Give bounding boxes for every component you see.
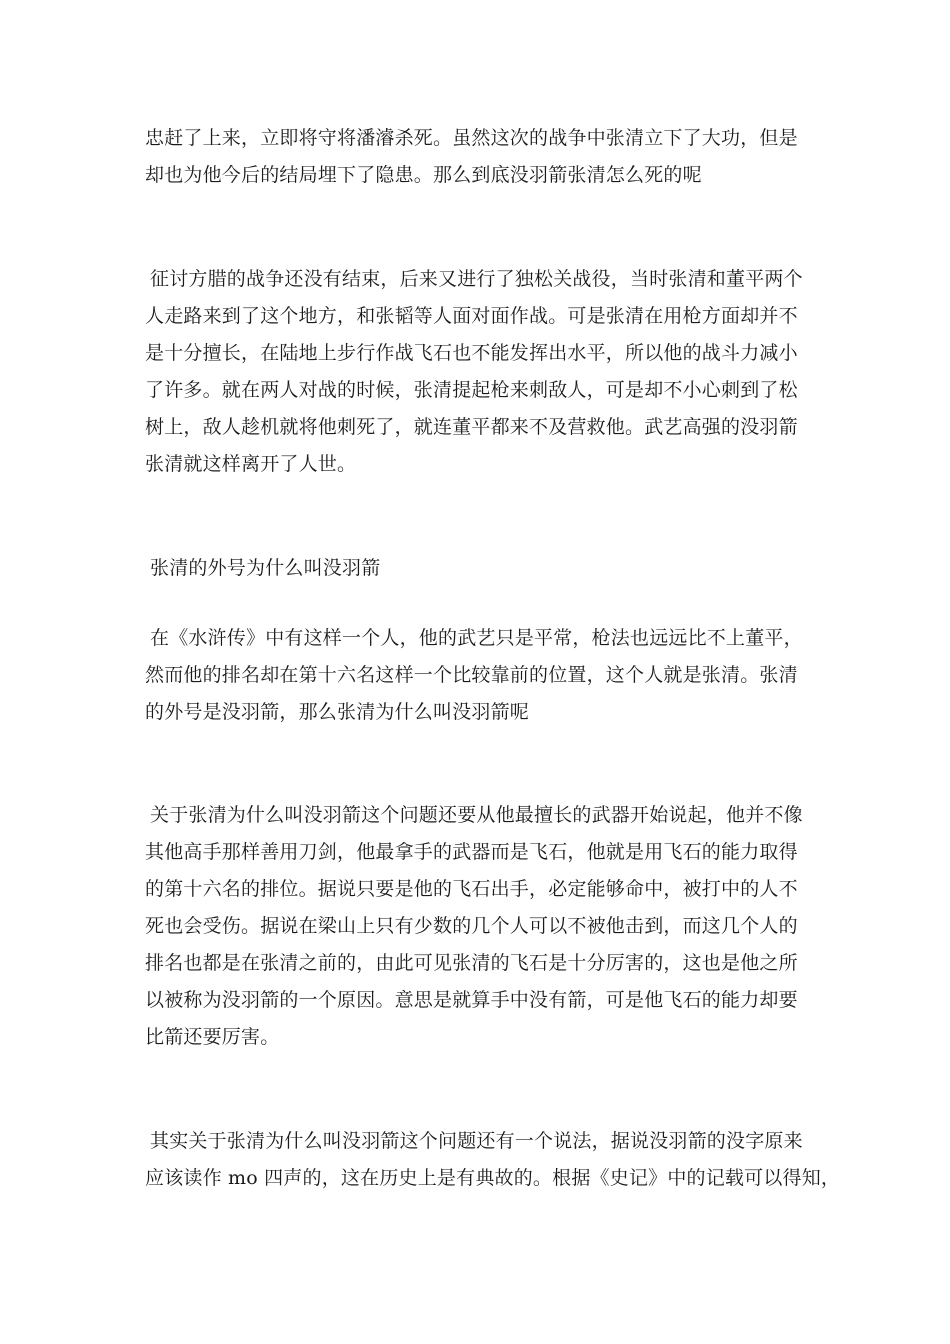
text-line: 征讨方腊的战争还没有结束，后来又进行了独松关战役，当时张清和董平两个: [150, 268, 803, 290]
text-line: 却也为他今后的结局埋下了隐患。那么到底没羽箭张清怎么死的呢: [145, 164, 702, 186]
text-line: 是十分擅长，在陆地上步行作战飞石也不能发挥出水平，所以他的战斗力减小: [145, 342, 798, 364]
text-line: 以被称为没羽箭的一个原因。意思是就算手中没有箭，可是他飞石的能力却要: [145, 989, 798, 1011]
text-line: 忠赶了上来，立即将守将潘濬杀死。虽然这次的战争中张清立下了大功，但是: [145, 127, 798, 149]
text-line: 其实关于张清为什么叫没羽箭这个问题还有一个说法，据说没羽箭的没字原来: [150, 1130, 803, 1152]
text-line: 的外号是没羽箭，那么张清为什么叫没羽箭呢: [145, 701, 530, 723]
section-heading: 张清的外号为什么叫没羽箭: [150, 557, 381, 579]
text-line: 树上，敌人趁机就将他刺死了，就连董平都来不及营救他。武艺高强的没羽箭: [145, 416, 798, 438]
text-line: 在《水浒传》中有这样一个人，他的武艺只是平常，枪法也远远比不上董平，: [150, 627, 803, 649]
text-line: 了许多。就在两人对战的时候，张清提起枪来刺敌人，可是却不小心刺到了松: [145, 379, 798, 401]
text-line: 比箭还要厉害。: [145, 1026, 280, 1048]
text-line: 死也会受伤。据说在梁山上只有少数的几个人可以不被他击到，而这几个人的: [145, 915, 798, 937]
text-line: 应该读作 mo 四声的，这在历史上是有典故的。根据《史记》中的记载可以得知，: [145, 1167, 841, 1189]
text-line: 关于张清为什么叫没羽箭这个问题还要从他最擅长的武器开始说起，他并不像: [150, 804, 803, 826]
text-line: 张清就这样离开了人世。: [145, 453, 357, 475]
text-line: 然而他的排名却在第十六名这样一个比较靠前的位置，这个人就是张清。张清: [145, 664, 798, 686]
text-line: 其他高手那样善用刀剑，他最拿手的武器而是飞石，他就是用飞石的能力取得: [145, 841, 798, 863]
text-line: 的第十六名的排位。据说只要是他的飞石出手，必定能够命中，被打中的人不: [145, 878, 798, 900]
text-line: 排名也都是在张清之前的，由此可见张清的飞石是十分厉害的，这也是他之所: [145, 952, 798, 974]
text-line: 人走路来到了这个地方，和张韬等人面对面作战。可是张清在用枪方面却并不: [145, 305, 798, 327]
